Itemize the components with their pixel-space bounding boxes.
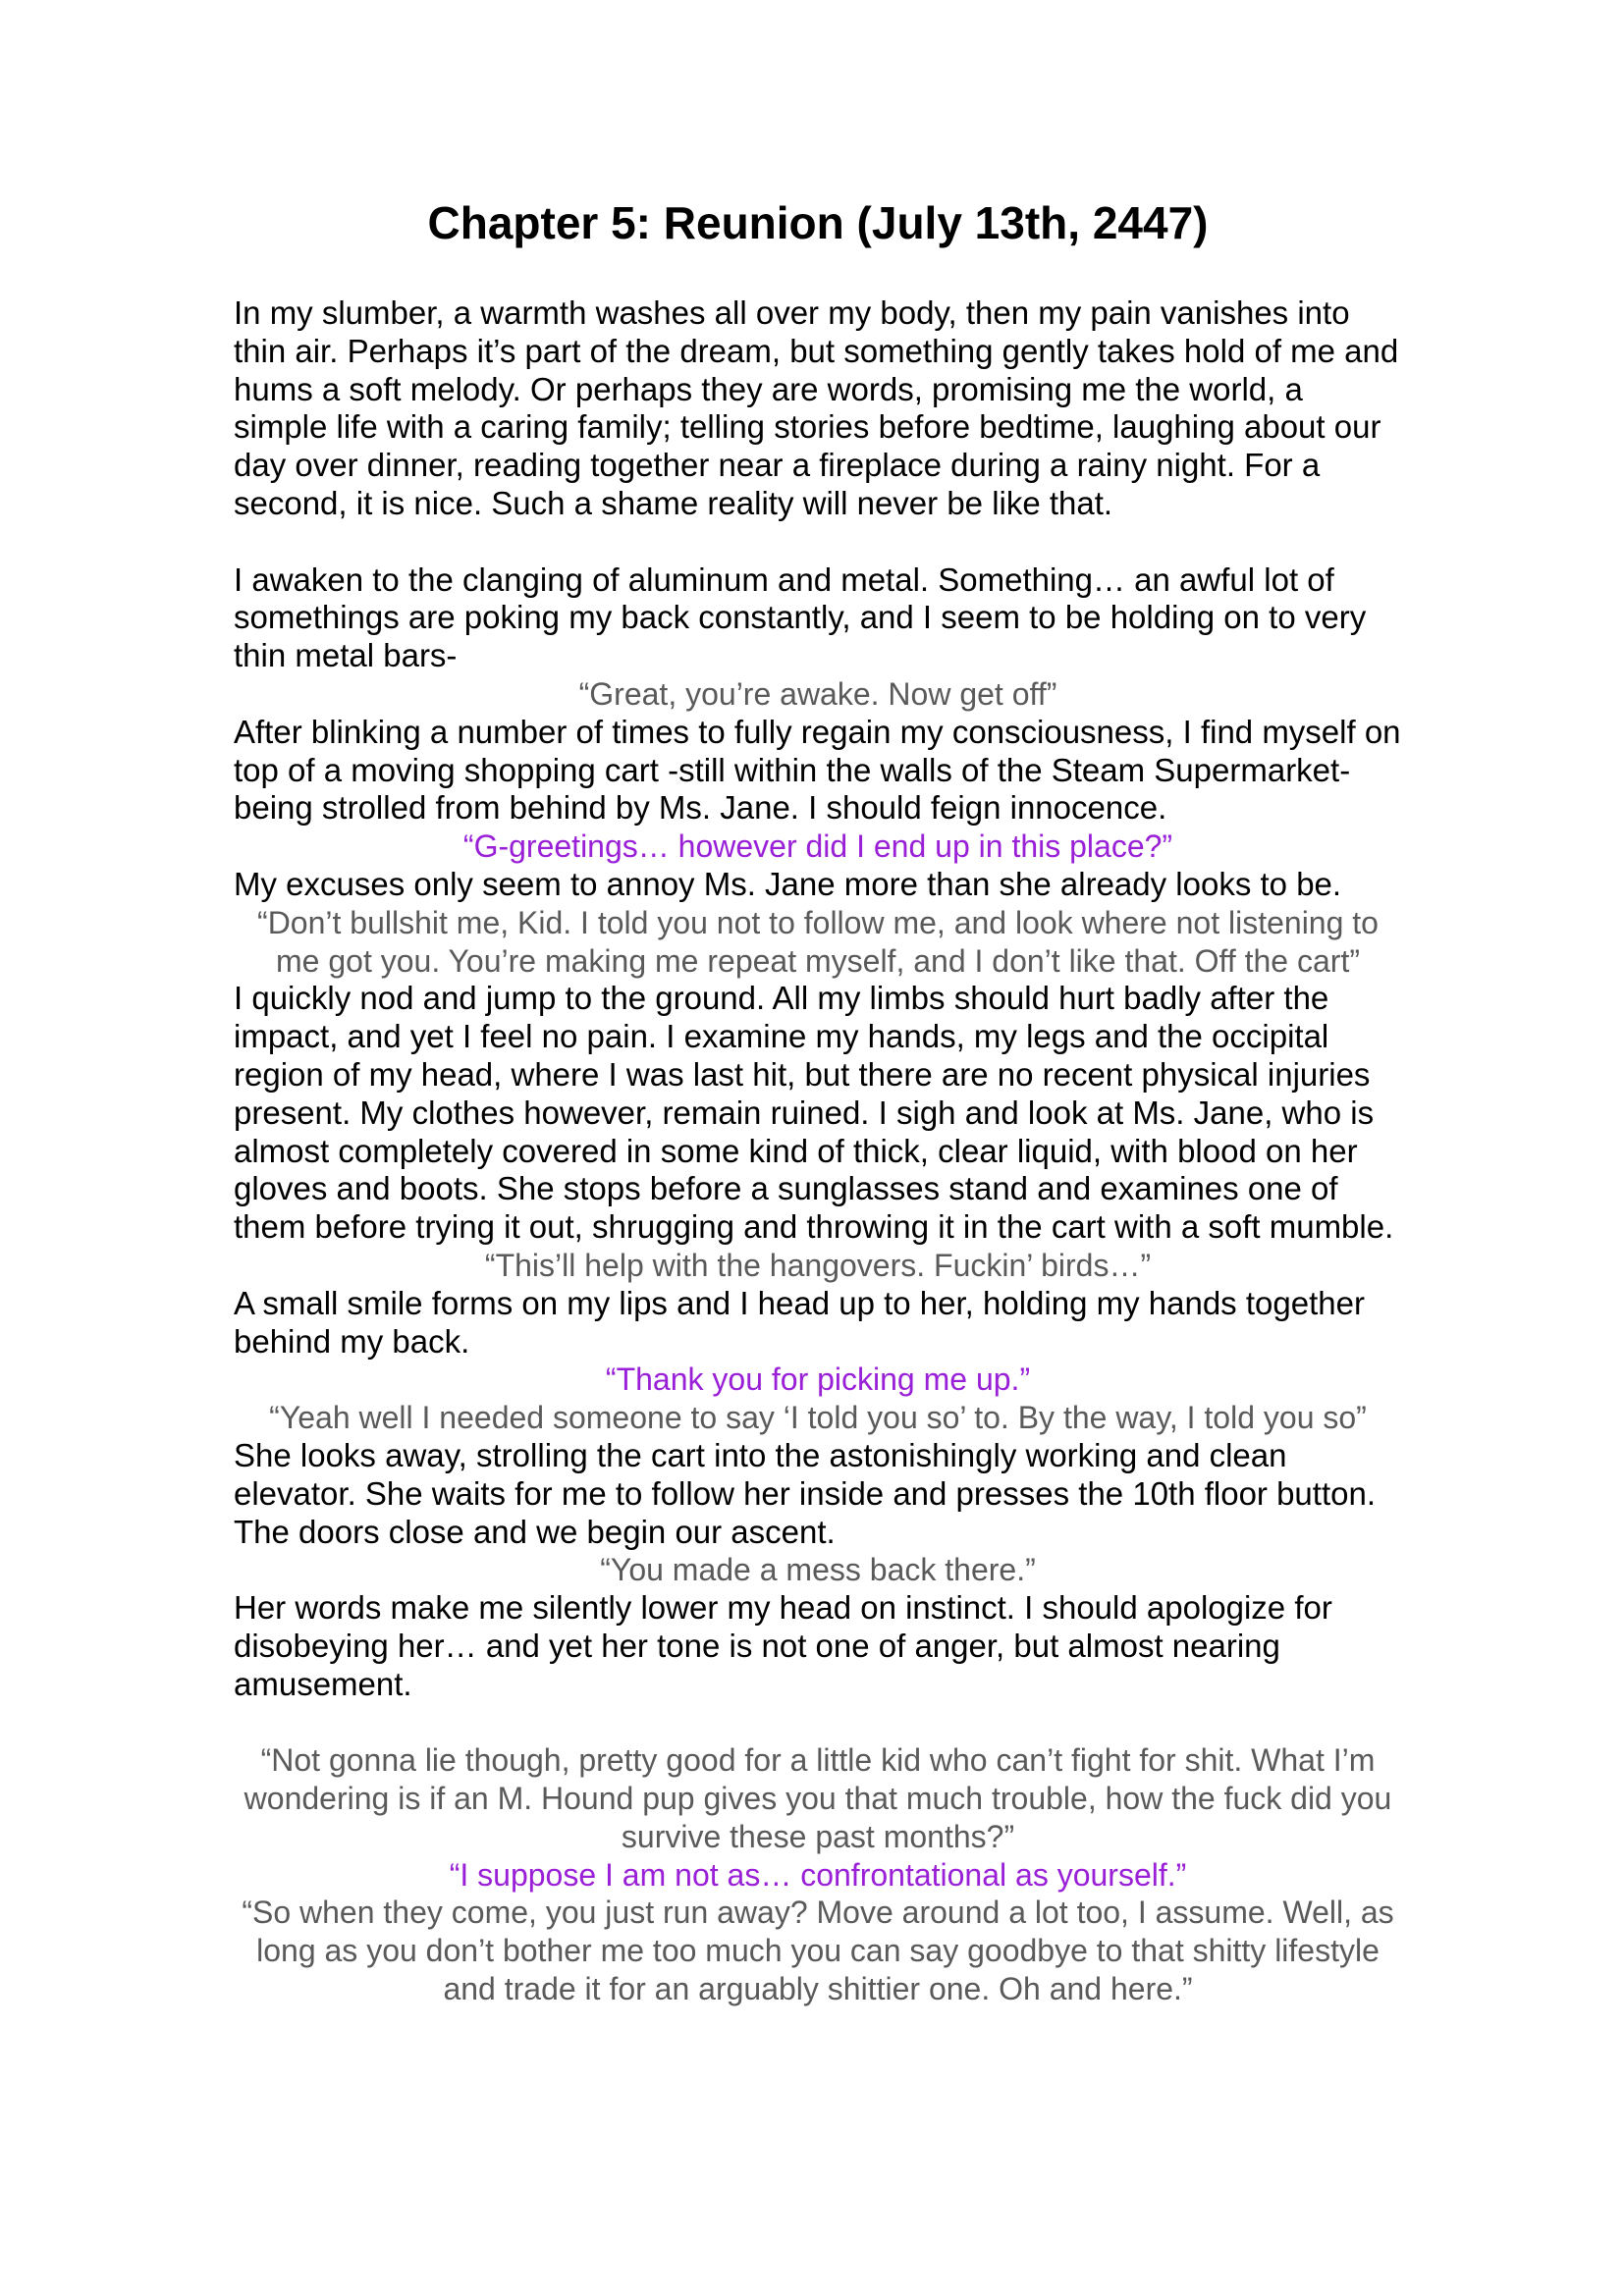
jane-dialogue: “Great, you’re awake. Now get off”	[578, 675, 1057, 712]
narration-paragraph: A small smile forms on my lips and I head up to her, holding my hands together behind my back.	[234, 1284, 1365, 1360]
jane-dialogue: “Not gonna lie though, pretty good for a little kid who can’t fight for shit. What I’m wondering is if an M. Hound pup gives you that much trouble, how the fuck did you survive these past months?”	[244, 1742, 1392, 1854]
narration-paragraph: I awaken to the clanging of aluminum and metal. Something… an awful lot of somethings are poking my back constantly, and I seem to be holding on to very thin metal bars-	[234, 561, 1367, 674]
document-page	[234, 196, 1402, 2008]
narration-paragraph: After blinking a number of times to fully regain my consciousness, I find myself on top of a moving shopping cart -still within the walls of the Steam Supermarket- being strolled from behind by Ms. Jane. I should feign innocence.	[234, 713, 1401, 827]
narration-paragraph: My excuses only seem to annoy Ms. Jane more than she already looks to be.	[234, 865, 1342, 902]
jane-dialogue: “So when they come, you just run away? Move around a lot too, I assume. Well, as long as you don’t bother me too much you can say goodbye to that shitty lifestyle and trade it for an arguably shittier one. Oh and here.”	[242, 1895, 1394, 2007]
jane-dialogue: “This’ll help with the hangovers. Fuckin’ birds…”	[484, 1247, 1152, 1283]
chapter-title: Chapter 5: Reunion (July 13th, 2447)	[427, 197, 1209, 248]
paragraph-gap	[234, 1703, 1402, 1741]
jane-dialogue: “You made a mess back there.”	[600, 1552, 1036, 1588]
kid-dialogue: “Thank you for picking me up.”	[605, 1362, 1031, 1398]
kid-dialogue: “G-greetings… however did I end up in this place?”	[462, 828, 1173, 865]
narration-paragraph: In my slumber, a warmth washes all over my body, then my pain vanishes into thin air. Perhaps it’s part of the dream, but something gently takes hold of me and hums a soft melody. Or perhaps they are words, promising me the world, a simple life with a caring family; telling stories before bedtime, laughing about our day over dinner, reading together near a fireplace during a rainy night. For a second, it is nice. Such a shame reality will never be like that.	[234, 294, 1399, 521]
paragraph-gap	[234, 523, 1402, 561]
narration-paragraph: She looks away, strolling the cart into the astonishingly working and clean elevator. She waits for me to follow her inside and presses the 10th floor button. The doors close and we begin our ascent.	[234, 1436, 1376, 1550]
narration-paragraph: I quickly nod and jump to the ground. All my limbs should hurt badly after the impact, and yet I feel no pain. I examine my hands, my legs and the occipital region of my head, where I was last hit, but there are no recent physical injuries present. My clothes however, remain ruined. I sigh and look at Ms. Jane, who is almost completely covered in some kind of thick, clear liquid, with blood on her gloves and boots. She stops before a sunglasses stand and examines one of them before trying it out, shrugging and throwing it in the cart with a soft mumble.	[234, 980, 1394, 1246]
jane-dialogue: “Don’t bullshit me, Kid. I told you not to follow me, and look where not listening to me got you. You’re making me repeat myself, and I don’t like that. Off the cart”	[257, 904, 1379, 979]
kid-dialogue: “I suppose I am not as… confrontational as yourself.”	[449, 1856, 1187, 1893]
jane-dialogue: “Yeah well I needed someone to say ‘I told you so’ to. By the way, I told you so”	[269, 1400, 1367, 1436]
narration-paragraph: Her words make me silently lower my head on instinct. I should apologize for disobeying her… and yet her tone is not one of anger, but almost nearing amusement.	[234, 1589, 1332, 1702]
